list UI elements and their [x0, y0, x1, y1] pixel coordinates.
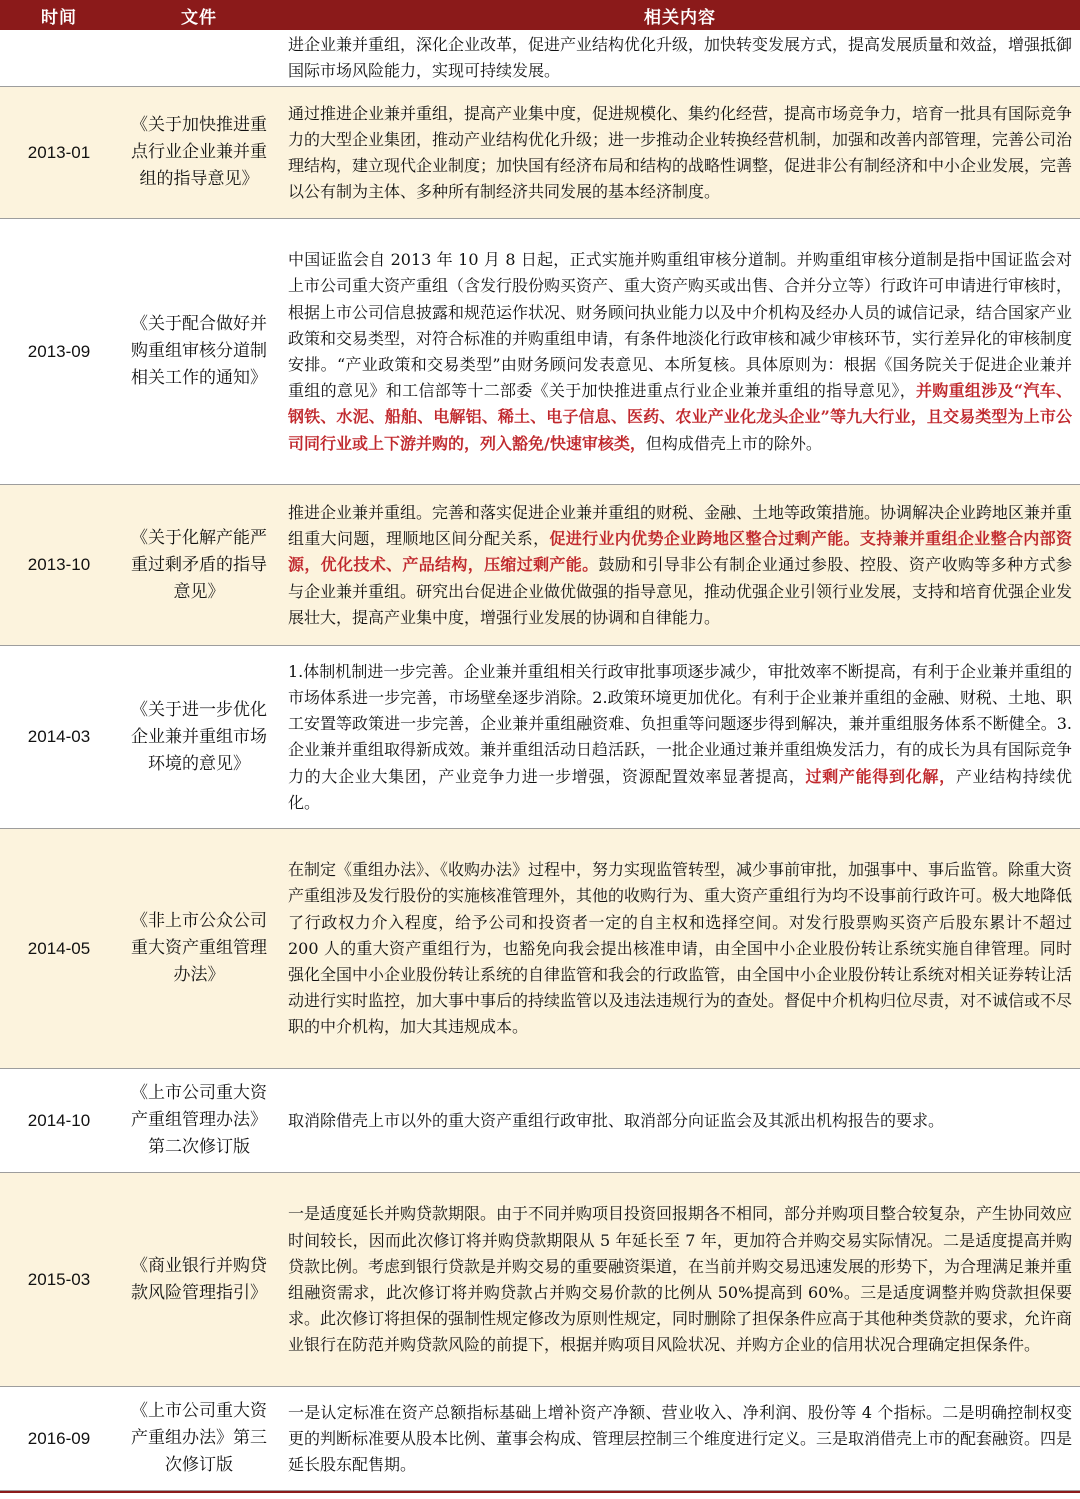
content-text: 1.体制机制进一步完善。企业兼并重组相关行政审批事项逐步减少，审批效率不断提高，有利于企业兼并重组的市场体系进一步完善，市场壁垒逐步消除。2.政策环境更加优化。有利于企业兼并重组的金融、财税、土地、职工安置等政策进一步完善，企业兼并重组融资难、负担重等问题逐步得到解决，兼并重组服务体系不断健全。3.企业兼并重组取得新成效。兼并重组活动日趋活跃，一批企业通过兼并重组焕发活力，有的成长为具有国际竞争力的大企业大集团，产业竞争力进一步增强，资源配置效率显著提高， [288, 661, 1073, 786]
table-row [0, 1069, 1080, 1173]
content-text: 鼓励和引导非公有制企业通过参股、控股、资产收购等多种方式参与企业兼并重组。研究出台促进企业做优做强的指导意见，推动优强企业引领行业发展，支持和培育优强企业发展壮大，提高产业集中度，增强行业发展的协调和自律能力。 [288, 555, 1073, 627]
row-content [280, 1069, 1080, 1173]
row-time: 2015-03 [0, 1173, 118, 1387]
table-bottom-rule [0, 1491, 1080, 1493]
row-time: 2013-01 [0, 87, 118, 219]
content-text: 在制定《重组办法》、《收购办法》过程中，努力实现监管转型，减少事前审批，加强事中、事后监管。除重大资产重组涉及发行股份的实施核准管理外，其他的收购行为、重大资产重组行为均不设事前行政许可。极大地降低了行政权力介入程度，给予公司和投资者一定的自主权和选择空间。对发行股票购买资产后股东累计不超过 200 人的重大资产重组行为，也豁免向我会提出核准申请，由全国中小企业股份转让系统实施自律管理。同时强化全国中小企业股份转让系统的自律监管和我会的行政监管，由全国中小企业股份转让系统对相关证券转让活动进行实时监控，加大事中事后的持续监管以及违法违规行为的查处。督促中介机构归位尽责，对不诚信或不尽职的中介机构，加大其违规成本。 [288, 860, 1073, 1037]
table-row [0, 646, 1080, 829]
row-content [280, 1173, 1080, 1387]
row-content [280, 646, 1080, 829]
table-row [0, 219, 1080, 485]
table-row [0, 87, 1080, 219]
row-file: 《商业银行并购贷款风险管理指引》 [118, 1173, 280, 1387]
row-file: 《关于进一步优化企业兼并重组市场环境的意见》 [118, 646, 280, 829]
content-text: 但构成借壳上市的除外。 [645, 433, 822, 453]
row-content [280, 219, 1080, 485]
row-time: 2013-10 [0, 485, 118, 646]
table-row [0, 1173, 1080, 1387]
row-file: 《非上市公众公司重大资产重组管理办法》 [118, 829, 280, 1069]
content-highlight: 过剩产能得到化解， [805, 766, 956, 786]
row-file: 《关于配合做好并购重组审核分道制相关工作的通知》 [118, 219, 280, 485]
content-text: 一是认定标准在资产总额指标基础上增补资产净额、营业收入、净利润、股份等 4 个指标。二是明确控制权变更的判断标准要从股本比例、董事会构成、管理层控制三个维度进行定义。三是取消借壳上市的配套融资。四是延长股东配售期。 [288, 1402, 1073, 1474]
row-time: 2014-05 [0, 829, 118, 1069]
row-time: 2016-09 [0, 1387, 118, 1491]
table-row [0, 829, 1080, 1069]
content-text: 通过推进企业兼并重组，提高产业集中度，促进规模化、集约化经营，提高市场竞争力，培育一批具有国际竞争力的大型企业集团，推动产业结构优化升级；进一步推动企业转换经营机制，加强和改善内部管理，完善公司治理结构，建立现代企业制度；加快国有经济布局和结构的战略性调整，促进非公有制经济和中小企业发展，完善以公有制为主体、多种所有制经济共同发展的基本经济制度。 [288, 103, 1073, 202]
content-highlight: 促进行业内优势企业跨地区整合过剩产能。支持兼并重组企业整合内部资源，优化技术、产品结构，压缩过剩产能。 [288, 529, 1072, 575]
row-file: 《关于化解产能严重过剩矛盾的指导意见》 [118, 485, 280, 646]
row-time [0, 30, 118, 87]
row-time: 2014-03 [0, 646, 118, 829]
row-time: 2014-10 [0, 1069, 118, 1173]
content-text: 取消除借壳上市以外的重大资产重组行政审批、取消部分向证监会及其派出机构报告的要求。 [288, 1110, 945, 1130]
header-content: 相关内容 [280, 0, 1080, 30]
row-file [118, 30, 280, 87]
row-content [280, 1387, 1080, 1491]
header-file: 文件 [118, 0, 280, 30]
row-time: 2013-09 [0, 219, 118, 485]
content-text: 推进企业兼并重组。完善和落实促进企业兼并重组的财税、金融、土地等政策措施。协调解决企业跨地区兼并重组重大问题，理顺地区间分配关系， [288, 502, 1073, 549]
row-content [280, 485, 1080, 646]
row-content [280, 829, 1080, 1069]
content-text: 一是适度延长并购贷款期限。由于不同并购项目投资回报期各不相同，部分并购项目整合较复杂，产生协同效应时间较长，因而此次修订将并购贷款期限从 5 年延长至 7 年，更加符合并购交易实际情况。二是适度提高并购贷款比例。考虑到银行贷款是并购交易的重要融资渠道，在当前并购交易迅速发展的形势下，为合理满足兼并重组融资需求，此次修订将并购贷款占并购交易价款的比例从 50%提高到 60%。三是适度调整并购贷款担保要求。此次修订将担保的强制性规定修改为原则性规定，同时删除了担保条件应高于其他种类贷款的要求，允许商业银行在防范并购贷款风险的前提下，根据并购项目风险状况、并购方企业的信用状况合理确定担保条件。 [288, 1204, 1073, 1355]
content-text: 进企业兼并重组，深化企业改革，促进产业结构优化升级，加快转变发展方式，提高发展质量和效益，增强抵御国际市场风险能力，实现可持续发展。 [288, 35, 1073, 81]
content-text: 产业结构持续优化。 [288, 766, 1072, 812]
table-header-row [0, 0, 1080, 30]
table-row [0, 1387, 1080, 1491]
row-file: 《关于加快推进重点行业企业兼并重组的指导意见》 [118, 87, 280, 219]
content-highlight: 并购重组涉及“汽车、钢铁、水泥、船舶、电解铝、稀土、电子信息、医药、农业产业化龙头企业”等九大行业，且交易类型为上市公司同行业或上下游并购的，列入豁免/快速审核类， [288, 381, 1072, 453]
row-file: 《上市公司重大资产重组办法》第三次修订版 [118, 1387, 280, 1491]
row-content [280, 30, 1080, 87]
table-row [0, 485, 1080, 646]
content-text: 中国证监会自 2013 年 10 月 8 日起，正式实施并购重组审核分道制。并购重组审核分道制是指中国证监会对上市公司重大资产重组（含发行股份购买资产、重大资产购买或出售、合并分立等）行政许可申请进行审核时，根据上市公司信息披露和规范运作状况、财务顾问执业能力以及中介机构及经办人员的诚信记录，结合国家产业政策和交易类型，对符合标准的并购重组申请，有条件地淡化行政审核和减少审核环节，实行差异化的审核制度安排。“产业政策和交易类型”由财务顾问发表意见、本所复核。具体原则为：根据《国务院关于促进企业兼并重组的意见》和工信部等十二部委《关于加快推进重点行业企业兼并重组的指导意见》， [288, 250, 1073, 401]
header-time: 时间 [0, 0, 118, 30]
table-row [0, 30, 1080, 87]
row-file: 《上市公司重大资产重组管理办法》第二次修订版 [118, 1069, 280, 1173]
row-content [280, 87, 1080, 219]
